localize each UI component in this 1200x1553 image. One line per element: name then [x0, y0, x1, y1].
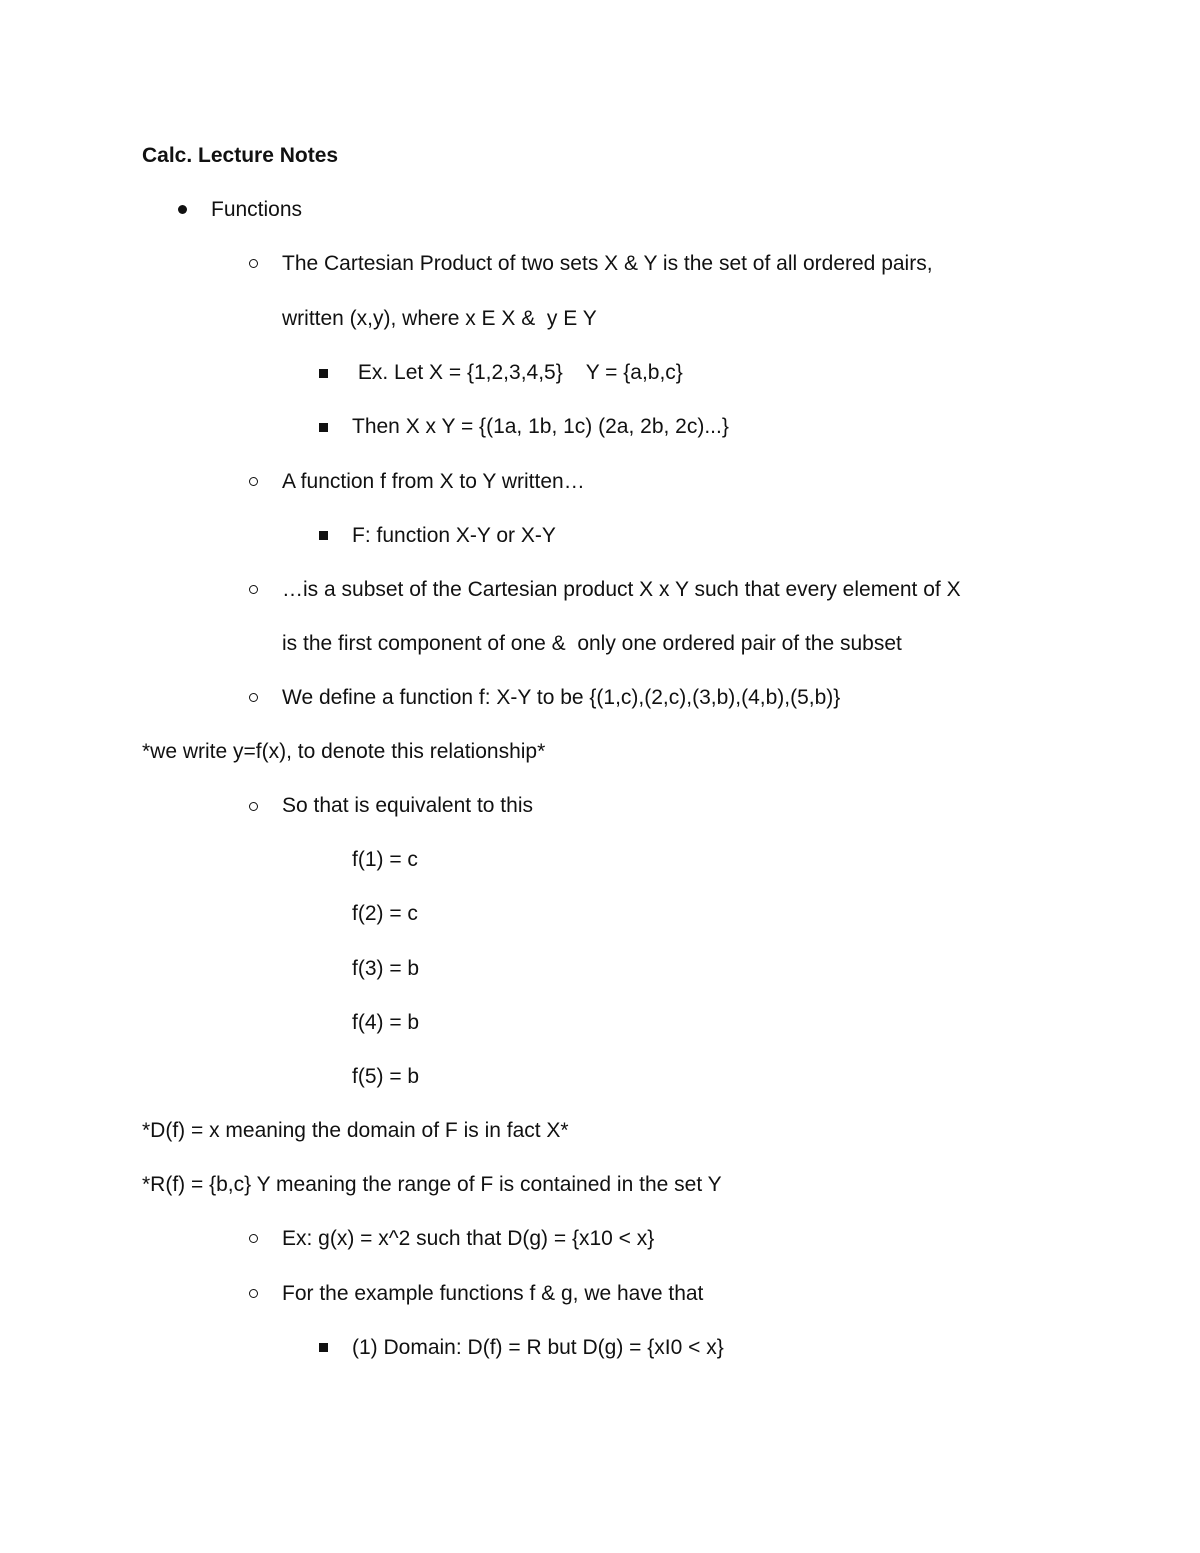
list-item-cartesian-product: The Cartesian Product of two sets X & Y is the set of all ordered pairs,	[282, 252, 933, 275]
note-relationship: *we write y=f(x), to denote this relationship*	[142, 740, 546, 763]
bullet-circle-icon	[249, 1289, 258, 1298]
bullet-square-icon	[319, 369, 328, 378]
bullet-disc-icon	[178, 205, 187, 214]
function-value-2: f(2) = c	[352, 902, 418, 925]
list-item-equivalent: So that is equivalent to this	[282, 794, 533, 817]
note-range: *R(f) = {b,c} Y meaning the range of F is contained in the set Y	[142, 1173, 722, 1196]
list-item-example-sets: Ex. Let X = {1,2,3,4,5} Y = {a,b,c}	[352, 361, 683, 384]
function-value-1: f(1) = c	[352, 848, 418, 871]
note-domain: *D(f) = x meaning the domain of F is in fact X*	[142, 1119, 569, 1142]
function-value-5: f(5) = b	[352, 1065, 420, 1088]
bullet-circle-icon	[249, 259, 258, 268]
list-item-product-result: Then X x Y = {(1a, 1b, 1c) (2a, 2b, 2c)...}	[352, 415, 729, 438]
bullet-circle-icon	[249, 477, 258, 486]
list-item-subset-definition-cont: is the first component of one & only one ordered pair of the subset	[282, 632, 902, 655]
bullet-square-icon	[319, 531, 328, 540]
function-value-4: f(4) = b	[352, 1011, 420, 1034]
list-item-cartesian-product-cont: written (x,y), where x E X & y E Y	[282, 307, 597, 330]
list-item-function-from-x-to-y: A function f from X to Y written…	[282, 470, 585, 493]
bullet-square-icon	[319, 423, 328, 432]
list-item-define-function: We define a function f: X-Y to be {(1,c),(2,c),(3,b),(4,b),(5,b)}	[282, 686, 841, 709]
list-item-example-functions: For the example functions f & g, we have that	[282, 1282, 704, 1305]
list-item-functions: Functions	[211, 198, 303, 221]
page-title: Calc. Lecture Notes	[142, 144, 339, 167]
bullet-circle-icon	[249, 1234, 258, 1243]
bullet-square-icon	[319, 1343, 328, 1352]
bullet-circle-icon	[249, 802, 258, 811]
bullet-circle-icon	[249, 693, 258, 702]
bullet-circle-icon	[249, 585, 258, 594]
list-item-example-g: Ex: g(x) = x^2 such that D(g) = {x10 < x}	[282, 1227, 655, 1250]
list-item-domain-comparison: (1) Domain: D(f) = R but D(g) = {xI0 < x}	[352, 1336, 724, 1359]
list-item-subset-definition: …is a subset of the Cartesian product X x Y such that every element of X	[282, 578, 961, 601]
list-item-function-notation: F: function X-Y or X-Y	[352, 524, 556, 547]
function-value-3: f(3) = b	[352, 957, 420, 980]
